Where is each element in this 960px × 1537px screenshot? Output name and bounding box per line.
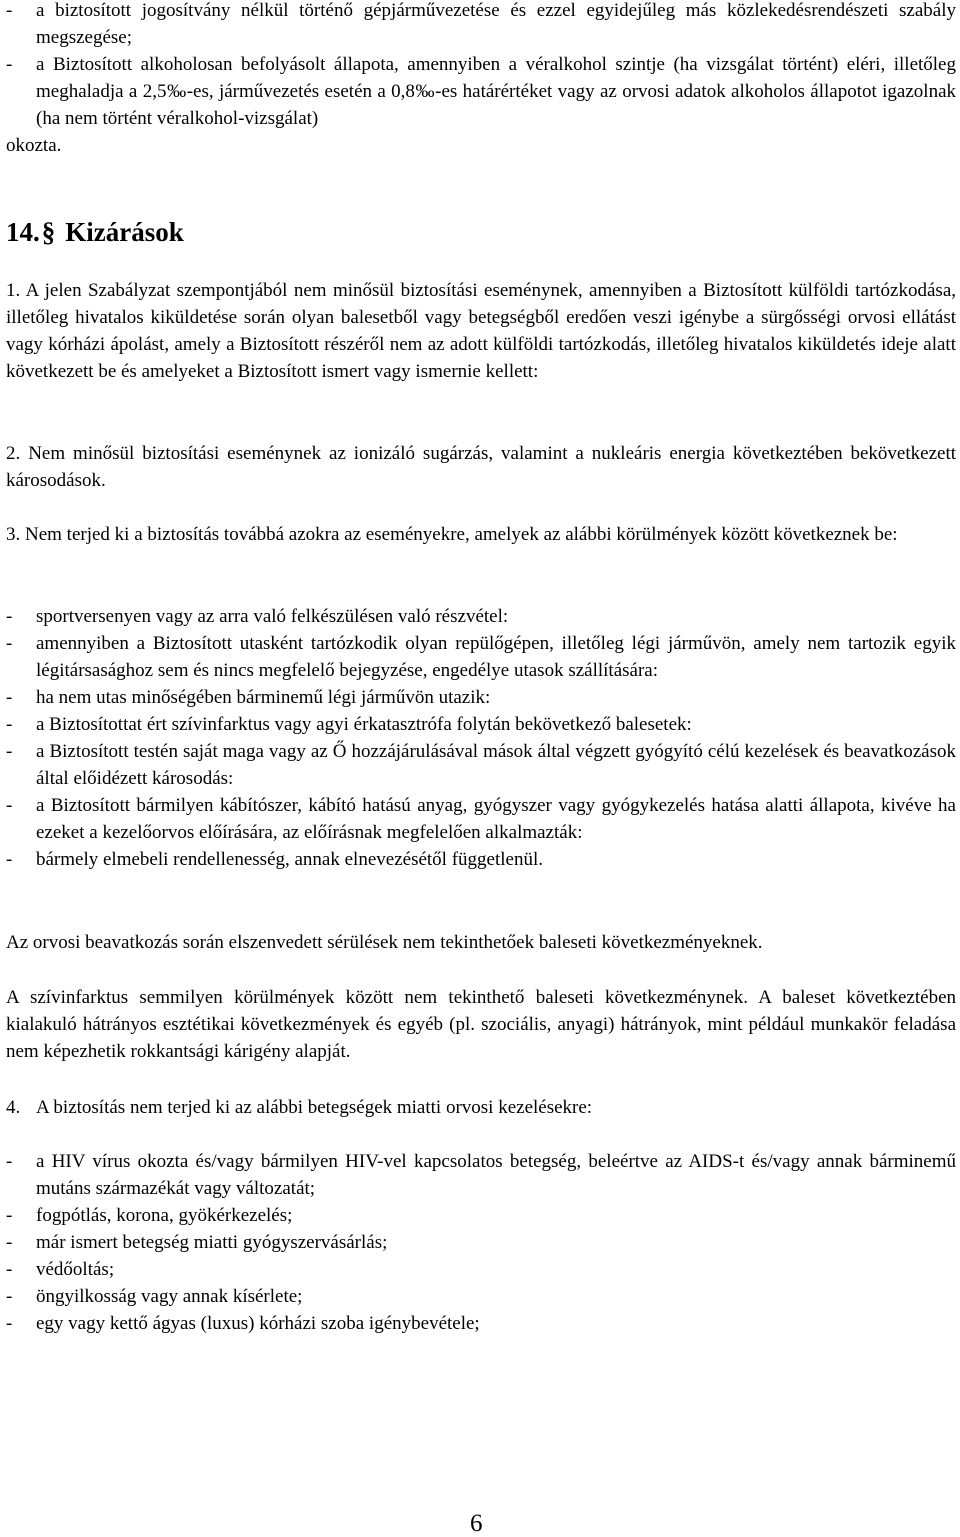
list-item: - a Biztosított alkoholosan befolyásolt állapota, amennyiben a véralkohol szintje (ha vizsgálat történt) eléri, illetőleg meghaladja a 2,5‰-es, járművezetés esetén a 0,8‰-es határértéket vagy az orvosi adatok alkoholos állapotot igazolnak (ha nem történt véralkohol-vizsgálat) (6, 54, 956, 129)
list-item: - védőoltás; (6, 1259, 115, 1280)
list-item: - ha nem utas minőségében bárminemű légi járművön utazik: (6, 687, 491, 708)
list-item: - a Biztosítottat ért szívinfarktus vagy agyi érkatasztrófa folytán bekövetkező balesetek: (6, 714, 692, 735)
list-item: - amennyiben a Biztosított utasként tartózkodik olyan repülőgépen, illetőleg légi járművön, amely nem tartozik egyik légitársasághoz sem és nincs megfelelő bejegyzése, engedélye utasok szállítására: (6, 633, 956, 681)
list-item: - egy vagy kettő ágyas (luxus) kórházi szoba igénybevétele; (6, 1313, 480, 1334)
list-item: - öngyilkosság vagy annak kísérlete; (6, 1286, 303, 1307)
paragraph-szivinfarktus: A szívinfarktus semmilyen körülmények között nem tekinthető baleseti következménynek. A baleset következtében kialakuló hátrányos esztétikai következmények és egyéb (pl. szociális, anyagi) hátrányok, mint például munkakör feladása nem képezhetik rokkantsági kárigény alapját. (6, 987, 956, 1062)
point-4-list (6, 1148, 956, 1337)
intro-list (6, 0, 956, 159)
section-heading: 14.§ Kizárások (6, 217, 184, 247)
exclusion-point-4: 4. A biztosítás nem terjed ki az alábbi betegségek miatti orvosi kezelésekre: (6, 1097, 593, 1118)
page-number: 6 (470, 1510, 483, 1537)
list-item: - a Biztosított testén saját maga vagy az Ő hozzájárulásával mások által végzett gyógyító célú kezelések és beavatkozások által előidézett károsodás: (6, 741, 956, 789)
intro-closing: okozta. (6, 135, 62, 156)
list-item: - a biztosított jogosítvány nélkül történő gépjárművezetése és ezzel egyidejűleg más közlekedésrendészeti szabály megszegése; (6, 0, 956, 48)
exclusion-point-2: 2. Nem minősül biztosítási eseménynek az ionizáló sugárzás, valamint a nukleáris energia következtében bekövetkezett károsodások. (6, 443, 957, 491)
list-item: - fogpótlás, korona, gyökérkezelés; (6, 1205, 293, 1226)
exclusion-point-3: 3. Nem terjed ki a biztosítás továbbá azokra az eseményekre, amelyek az alábbi körülmények között következnek be: (6, 524, 898, 545)
list-item: - a Biztosított bármilyen kábítószer, kábító hatású anyag, gyógyszer vagy gyógykezelés hatása alatti állapota, kivéve ha ezeket a kezelőorvos előírására, az előírásnak megfelelően alkalmazták: (6, 795, 956, 843)
exclusion-point-1: 1. A jelen Szabályzat szempontjából nem minősül biztosítási eseménynek, amennyiben a Biztosított külföldi tartózkodása, illetőleg hivatalos kiküldetése során olyan balesetből vagy betegségből eredően veszi igénybe a sürgősségi orvosi ellátást vagy kórházi ápolást, amely a Biztosított részéről nem az adott külföldi tartózkodás, illetőleg hivatalos kiküldetés ideje alatt következett be és amelyeket a Biztosított ismert vagy ismernie kellett: (6, 280, 956, 382)
paragraph-orvosi: Az orvosi beavatkozás során elszenvedett sérülések nem tekinthetőek baleseti következményeknek. (6, 932, 763, 953)
list-item: - bármely elmebeli rendellenesség, annak elnevezésétől függetlenül. (6, 849, 543, 870)
list-item: - a HIV vírus okozta és/vagy bármilyen HIV-vel kapcsolatos betegség, beleértve az AIDS-t és/vagy annak bárminemű mutáns származékát vagy változatát; (6, 1151, 956, 1199)
list-item: - sportversenyen vagy az arra való felkészülésen való részvétel: (6, 606, 509, 627)
point-3-list (6, 603, 956, 873)
list-item: - már ismert betegség miatti gyógyszervásárlás; (6, 1232, 388, 1253)
